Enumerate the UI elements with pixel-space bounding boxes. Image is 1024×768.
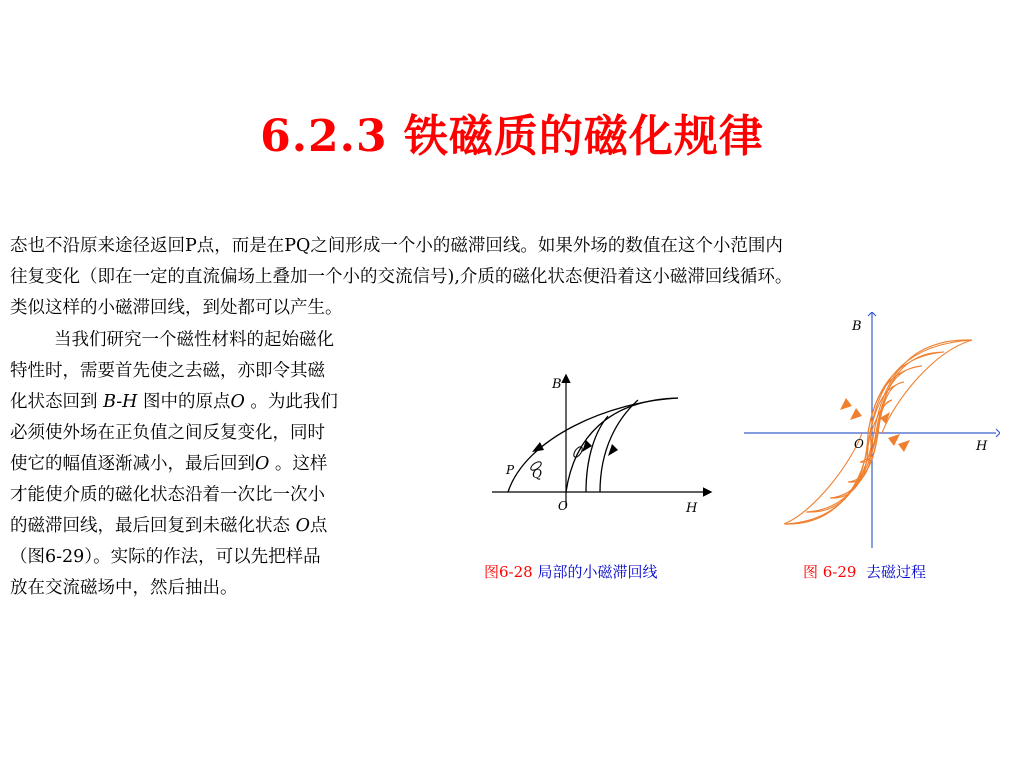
arrow-ascending <box>608 444 618 456</box>
origin-label: O <box>854 437 864 451</box>
paragraph-2-line-6: 才能使介质的磁化状态沿着一次比一次小 <box>10 485 325 505</box>
paragraph-1-line-1: 态也不沿原来途径返回P点，而是在PQ之间形成一个小的磁滞回线。如果外场的数值在这个小范围内 <box>10 236 783 256</box>
paragraph-1-line-3: 类似这样的小磁滞回线，到处都可以产生。 <box>10 298 343 318</box>
paragraph-2-line-7 <box>10 511 338 542</box>
arrow-1 <box>840 398 852 410</box>
p2-l7-c: 点 <box>309 516 328 536</box>
paragraph-2-line-2: 特性时，需要首先使之去磁，亦即令其磁 <box>10 361 325 381</box>
figure-2-number: 图 6-29 <box>803 563 857 581</box>
loop-2 <box>806 352 944 512</box>
paragraph-2-line-1 <box>10 325 338 356</box>
origin-symbol: O <box>295 516 310 536</box>
axis-label-h: H <box>976 439 988 454</box>
figure-1-number: 图6-28 <box>484 563 533 581</box>
hysteresis-loops <box>784 340 972 524</box>
arrow-descending <box>532 442 544 452</box>
bh-symbol: B-H <box>103 392 138 412</box>
point-p-label: P <box>506 463 515 477</box>
figure-minor-loop <box>478 368 718 518</box>
figure-2-title: 去磁过程 <box>866 563 927 581</box>
p2-l3-a: 化状态回到 <box>10 392 104 412</box>
paragraph-2-line-4: 必须使外场在正负值之间反复变化，同时 <box>10 423 325 443</box>
initial-magnetization-curve <box>566 398 678 492</box>
paragraph-1-line-2: 往复变化（即在一定的直流偏场上叠加一个小的交流信号),介质的磁化状态便沿着这小磁滞回线循环。 <box>10 267 793 287</box>
p2-l3-c: 图中的原点 <box>137 392 231 412</box>
p2-l5-a: 使它的幅值逐渐减小，最后回到 <box>10 454 255 474</box>
paragraph-2-line-5 <box>10 449 338 480</box>
paragraph-2-line-9: 放在交流磁场中，然后抽出。 <box>10 578 238 598</box>
h-axis-arrow <box>996 429 1000 437</box>
paragraph-2-line-3 <box>10 387 338 418</box>
arrow-4 <box>898 440 910 452</box>
paragraph-2-line-8: （图6-29）。实际的作法，可以先把样品 <box>10 547 321 567</box>
axis-label-b: B <box>552 377 562 392</box>
figure-1-title: 局部的小磁滞回线 <box>537 563 658 581</box>
axis-label-b: B <box>852 319 862 334</box>
origin-symbol: O <box>255 454 270 474</box>
origin-symbol: O <box>230 392 245 412</box>
point-q-label: Q <box>532 467 542 481</box>
figure-2-caption <box>803 561 926 582</box>
origin-label: O <box>558 499 568 513</box>
figure-1-caption <box>484 561 658 582</box>
arrow-initial <box>582 440 592 452</box>
p2-l5-c: 。这样 <box>269 454 328 474</box>
paragraph-2 <box>10 325 338 604</box>
paragraph-2-line-1-text: 当我们研究一个磁性材料的起始磁化 <box>54 330 334 350</box>
p2-l3-e: 。为此我们 <box>244 392 338 412</box>
paragraph-1 <box>10 231 792 324</box>
ascending-branch <box>600 400 638 492</box>
p2-l7-a: 的磁滞回线，最后回复到未磁化状态 <box>10 516 296 536</box>
arrow-2 <box>850 408 862 420</box>
axis-label-h: H <box>686 501 698 516</box>
page-title: 6.2.3 铁磁质的磁化规律 <box>260 111 764 162</box>
figure-demagnetization <box>744 312 1000 548</box>
